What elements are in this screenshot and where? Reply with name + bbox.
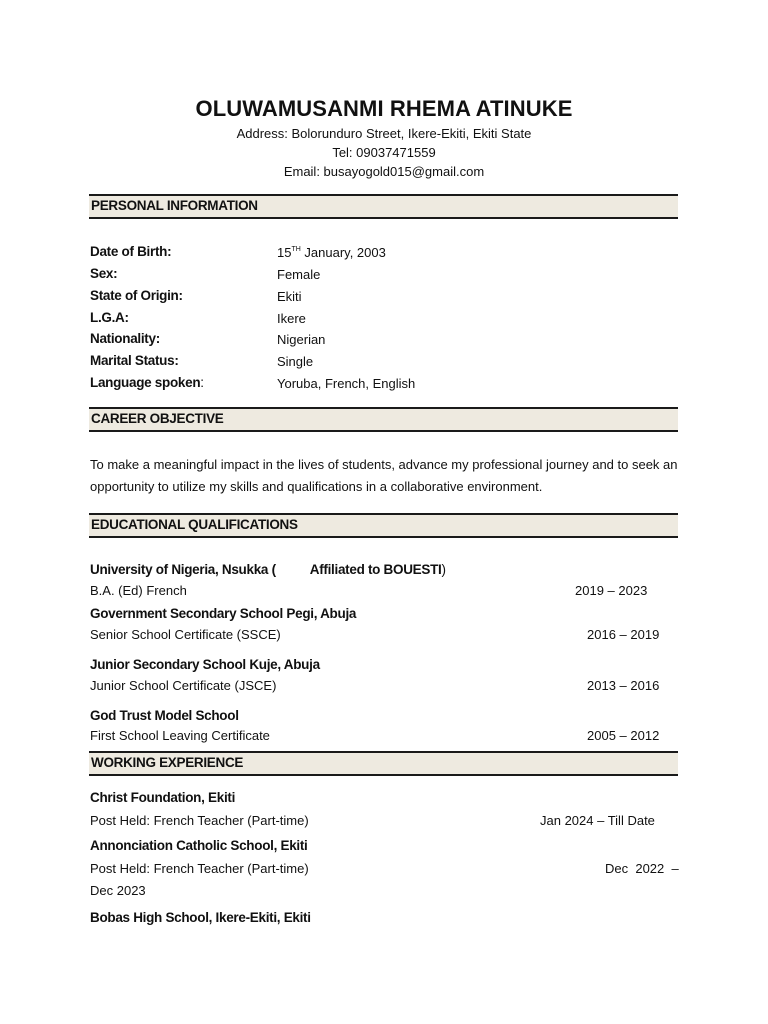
candidate-name: OLUWAMUSANMI RHEMA ATINUKE [195,96,573,121]
dob-suffix: TH [291,246,301,253]
work-employer: Annonciation Catholic School, Ekiti [90,838,308,853]
institution-name: University of Nigeria, Nsukka ( [90,562,276,577]
section-title: CAREER OBJECTIVE [91,411,224,426]
dob-value [277,245,386,260]
sex-label: Sex: [90,266,118,281]
state-of-origin-label: State of Origin: [90,288,183,303]
dob-month-year: January, 2003 [300,245,386,260]
education-institution: Government Secondary School Pegi, Abuja [90,606,357,621]
education-institution: God Trust Model School [90,708,239,723]
dob-day: 15 [277,245,292,260]
language-label-colon: : [200,375,204,390]
work-post: Post Held: French Teacher (Part-time) [90,861,309,876]
education-header [89,513,678,538]
marital-status-label: Marital Status: [90,353,179,368]
education-qualification: B.A. (Ed) French [90,583,187,598]
work-dates-start: Dec 2022 – [605,861,679,876]
phone-line: Tel: 09037471559 [332,145,436,160]
section-title: PERSONAL INFORMATION [91,198,258,213]
nationality-value: Nigerian [277,332,326,347]
education-dates: 2019 – 2023 [575,583,648,598]
section-title: WORKING EXPERIENCE [91,755,244,770]
language-label-text: Language spoken [90,375,201,390]
institution-affiliation: Affiliated to BOUESTI [309,562,442,577]
dob-label: Date of Birth: [90,244,172,259]
institution-close-paren: ) [441,562,446,577]
career-objective-header [89,407,678,432]
work-dates: Jan 2024 – Till Date [540,813,655,828]
education-dates: 2005 – 2012 [587,728,660,743]
nationality-label: Nationality: [90,331,160,346]
email-line: Email: busayogold015@gmail.com [283,164,485,179]
lga-label: L.G.A: [90,310,129,325]
address-line: Address: Bolorunduro Street, Ikere-Ekiti, Ekiti State [236,126,532,141]
state-of-origin-value: Ekiti [277,289,302,304]
section-title: EDUCATIONAL QUALIFICATIONS [91,517,298,532]
personal-info-header [89,194,678,219]
education-institution: Junior Secondary School Kuje, Abuja [90,657,320,672]
work-dates-end: Dec 2023 [90,883,146,898]
education-qualification: First School Leaving Certificate [90,728,270,743]
lga-value: Ikere [277,311,306,326]
marital-status-value: Single [277,354,314,369]
work-employer: Christ Foundation, Ekiti [90,790,236,805]
work-post: Post Held: French Teacher (Part-time) [90,813,309,828]
education-dates: 2013 – 2016 [587,678,660,693]
education-institution [90,562,446,577]
language-label [90,375,204,390]
career-objective-text: To make a meaningful impact in the lives of students, advance my professional journey and to seek an opportunity to utilize my skills and qualifications in a collaborative environment. [90,457,678,494]
language-value: Yoruba, French, English [277,376,416,391]
work-experience-header [89,751,678,776]
education-qualification: Senior School Certificate (SSCE) [90,627,281,642]
education-dates: 2016 – 2019 [587,627,660,642]
work-employer: Bobas High School, Ikere-Ekiti, Ekiti [90,910,311,925]
education-qualification: Junior School Certificate (JSCE) [90,678,277,693]
sex-value: Female [277,267,321,282]
